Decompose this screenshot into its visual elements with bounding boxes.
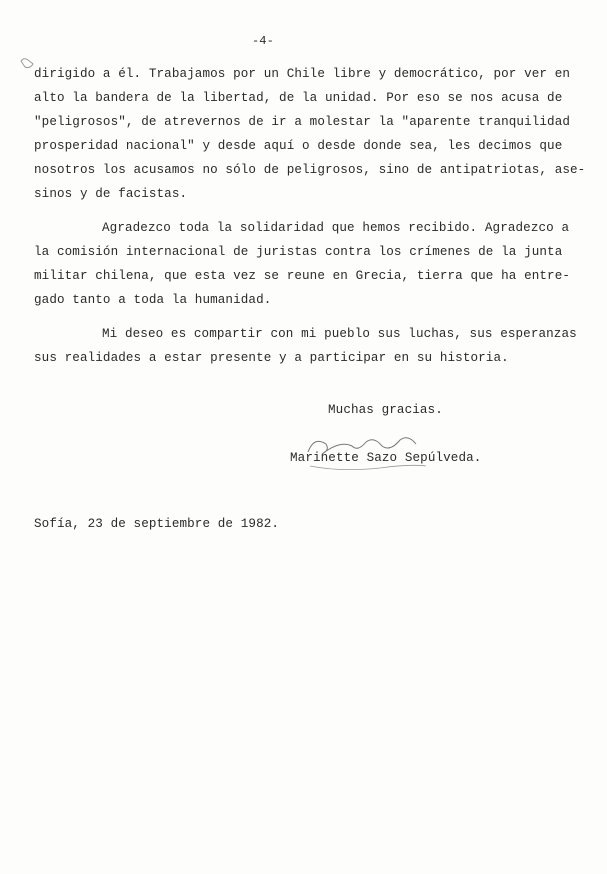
text-line: Mi deseo es compartir con mi pueblo sus luchas, sus esperanzas bbox=[102, 327, 577, 341]
paragraph-1 bbox=[34, 62, 586, 206]
place-and-date: Sofía, 23 de septiembre de 1982. bbox=[34, 517, 280, 531]
page-number: -4- bbox=[252, 34, 274, 48]
closing-line: Muchas gracias. bbox=[328, 403, 443, 417]
signatory-name: Marinette Sazo Sepúlveda. bbox=[290, 451, 482, 465]
text-line: militar chilena, que esta vez se reune en Grecia, tierra que ha entre- bbox=[34, 269, 571, 283]
letter-body bbox=[34, 62, 586, 370]
text-line: alto la bandera de la libertad, de la unidad. Por eso se nos acusa de bbox=[34, 91, 563, 105]
text-line: prosperidad nacional" y desde aquí o desde donde sea, les decimos que bbox=[34, 139, 563, 153]
text-line: dirigido a él. Trabajamos por un Chile libre y democrático, por ver en bbox=[34, 67, 571, 81]
text-line: sus realidades a estar presente y a participar en su historia. bbox=[34, 351, 509, 365]
text-line: "peligrosos", de atrevernos de ir a molestar la "aparente tranquilidad bbox=[34, 115, 571, 129]
text-line: sinos y de facistas. bbox=[34, 187, 188, 201]
paragraph-3 bbox=[34, 322, 576, 370]
paragraph-2 bbox=[34, 216, 576, 312]
text-line: nosotros los acusamos no sólo de peligrosos, sino de antipatriotas, ase- bbox=[34, 163, 586, 177]
text-line: gado tanto a toda la humanidad. bbox=[34, 293, 272, 307]
text-line: la comisión internacional de juristas contra los crímenes de la junta bbox=[34, 245, 563, 259]
text-line: Agradezco toda la solidaridad que hemos recibido. Agradezco a bbox=[102, 221, 570, 235]
